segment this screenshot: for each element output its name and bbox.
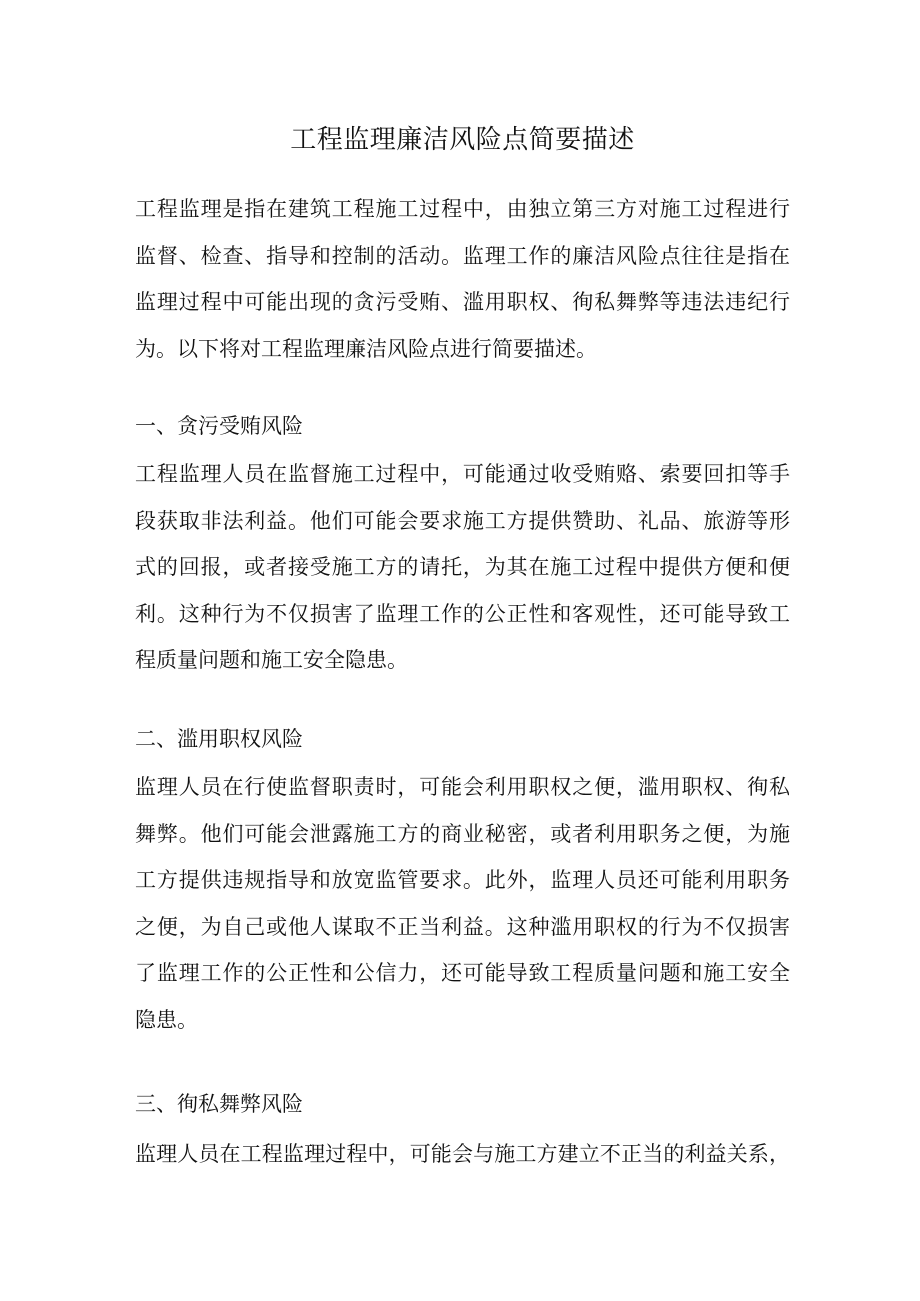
paragraph-line: 之便，为自己或他人谋取不正当利益。这种滥用职权的行为不仅损害 — [135, 914, 790, 939]
paragraph-line: 为。以下将对工程监理廉洁风险点进行简要描述。 — [135, 336, 597, 361]
intro-paragraph — [135, 186, 790, 372]
paragraph-line: 监理人员在工程监理过程中，可能会与施工方建立不正当的利益关系， — [135, 1142, 790, 1166]
paragraph-line: 监理过程中可能出现的贪污受贿、滥用职权、徇私舞弊等违法违纪行 — [135, 290, 790, 314]
paragraph-line: 了监理工作的公正性和公信力，还可能导致工程质量问题和施工安全 — [135, 961, 790, 985]
paragraph-line: 式的回报，或者接受施工方的请托，为其在施工过程中提供方便和便 — [135, 555, 790, 579]
section-heading-3: 三、徇私舞弊风险 — [135, 1092, 303, 1116]
section-paragraph-1 — [135, 451, 790, 684]
paragraph-line: 工程监理是指在建筑工程施工过程中，由独立第三方对施工过程进行 — [135, 197, 790, 221]
paragraph-line: 利。这种行为不仅损害了监理工作的公正性和客观性，还可能导致工 — [135, 601, 790, 626]
section-heading-2: 二、滥用职权风险 — [135, 727, 303, 751]
document-title: 工程监理廉洁风险点简要描述 — [290, 125, 635, 155]
paragraph-line: 工程监理人员在监督施工过程中，可能通过收受贿赂、索要回扣等手 — [135, 462, 790, 486]
paragraph-line: 段获取非法利益。他们可能会要求施工方提供赞助、礼品、旅游等形 — [135, 508, 790, 533]
paragraph-line: 工方提供违规指导和放宽监管要求。此外，监理人员还可能利用职务 — [135, 868, 790, 892]
section-paragraph-2 — [135, 764, 790, 1043]
paragraph-line: 隐患。 — [135, 1007, 198, 1032]
paragraph-line: 程质量问题和施工安全隐患。 — [135, 648, 408, 672]
paragraph-line: 舞弊。他们可能会泄露施工方的商业秘密，或者利用职务之便，为施 — [135, 821, 790, 846]
paragraph-line: 监理人员在行使监督职责时，可能会利用职权之便，滥用职权、徇私 — [135, 775, 790, 799]
section-paragraph-3 — [135, 1131, 790, 1178]
paragraph-line: 监督、检查、指导和控制的活动。监理工作的廉洁风险点往往是指在 — [135, 243, 790, 268]
section-heading-1: 一、贪污受贿风险 — [135, 414, 303, 438]
